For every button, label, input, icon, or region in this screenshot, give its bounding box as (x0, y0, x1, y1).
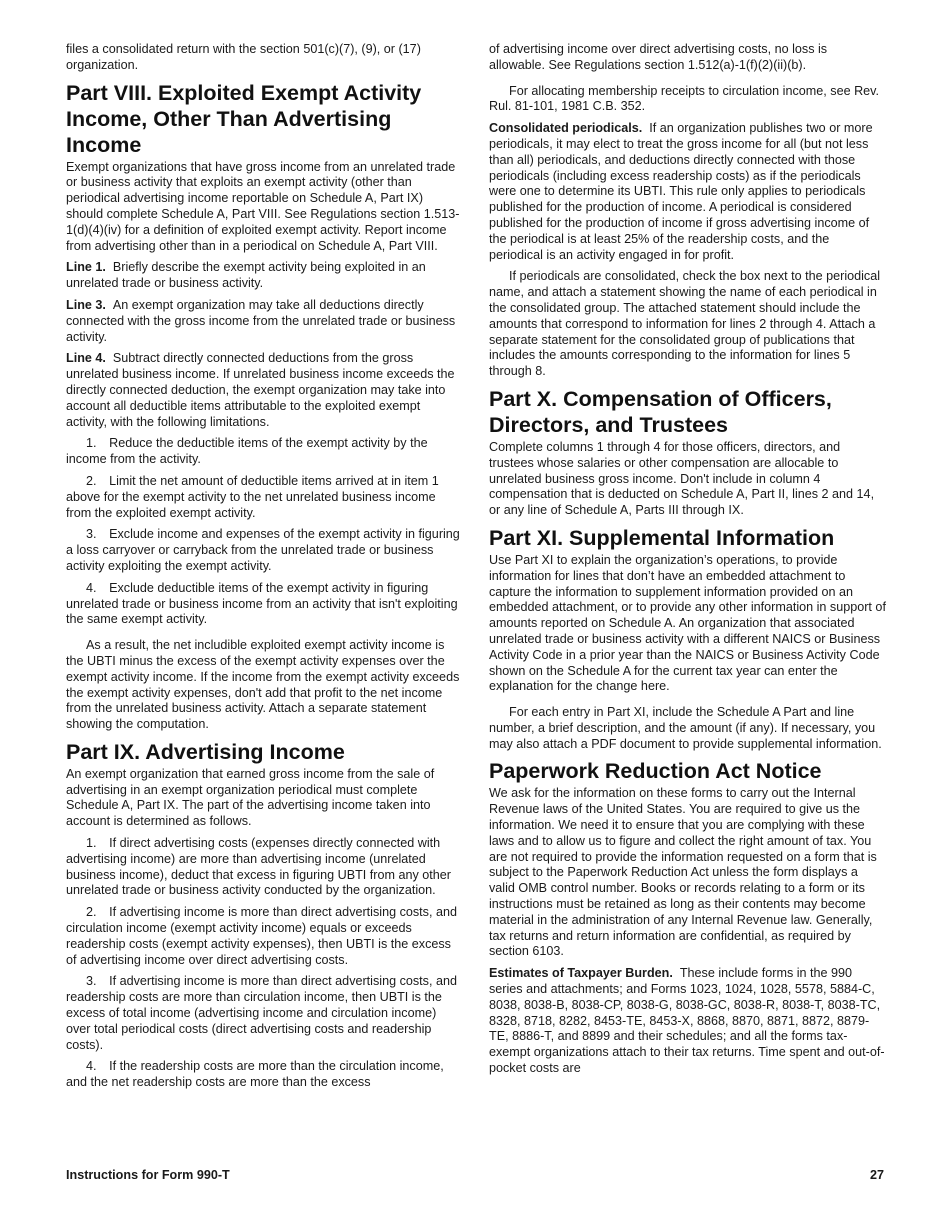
paragraph: If periodicals are consolidated, check the box next to the periodical name, and attach a statement showing the name of each periodical in the consolidated group. The attached statement should include the amounts that correspond to information for lines 2 through 4. Attach a separate statement for the consolidated group of publications that includes the amounts corresponding to the information for lines 5 through 8. (489, 269, 881, 379)
consolidated-periodicals-paragraph (489, 121, 886, 263)
list-item: 3. If advertising income is more than direct advertising costs, and readership costs are more than circulation income, then UBTI is the excess of total income (advertising income and circulation income) over total periodical costs (direct advertising costs and readership costs). (66, 974, 457, 1052)
paragraph: For each entry in Part XI, include the Schedule A Part and line number, a brief description, and the amount (if any). If necessary, you may also attach a PDF document to provide supplemental information. (489, 705, 882, 751)
run-in-heading: Consolidated periodicals. (489, 121, 643, 136)
paragraph-text: These include forms in the 990 series and attachments; and Forms 1023, 1024, 1028, 5578, 5884-C, 8038, 8038-B, 8038-CP, 8038-G, 8038-GC, 8038-R, 8038-T, 8038-TC, 8328, 8718, 8282, 8453-TE, 8453-X, 8868, 8870, 8871, 8872, 8879-TE, 8886-T, and 8899 and their schedules; and all the forms tax-exempt organizations attach to their tax returns. Time spent and out-of-pocket costs are (489, 966, 885, 1076)
run-in-heading: Estimates of Taxpayer Burden. (489, 966, 673, 981)
list-item: 3. Exclude income and expenses of the exempt activity in figuring a loss carryover or carryback from the unrelated trade or business activity exploiting the exempt activity. (66, 527, 460, 573)
heading-paperwork-reduction: Paperwork Reduction Act Notice (489, 759, 822, 784)
left-column (66, 42, 463, 1097)
run-in-heading: Line 1. (66, 260, 106, 275)
list-item: 4. Exclude deductible items of the exempt activity in figuring unrelated trade or business income from an activity that isn't exploiting the same exempt activity. (66, 580, 458, 627)
paragraph: As a result, the net includible exploited exempt activity income is the UBTI minus the excess of the exempt activity expenses over the exempt activity income. If the income from the exempt activity exceeds the exempt activity expenses, don't add that profit to the net income from the unrelated business activity. Attach a separate statement showing the computation. (66, 638, 460, 732)
paragraph-text: Subtract directly connected deductions from the gross unrelated business income. If unrelated business income exceeds the directly connected deduction, the exempt organization may take into account all deductible items attributable to the exploited exempt activity, with the following limitations. (66, 351, 455, 429)
paragraph-text: An exempt organization may take all deductions directly connected with the gross income from the unrelated trade or business activity. (66, 297, 456, 344)
footer-form-title: Instructions for Form 990-T (66, 1168, 230, 1182)
list-item: 2. If advertising income is more than direct advertising costs, and circulation income (exempt activity income) equals or exceeds readership costs (exempt activity expenses), then UBTI is the excess of advertising income over direct advertising costs. (66, 905, 457, 967)
list-item: 1. If direct advertising costs (expenses directly connected with advertising income) are more than advertising income (unrelated business income), deduct that excess in figuring UBTI from any other unrelated trade or business activity conducted by the organization. (66, 836, 451, 898)
estimates-paragraph (489, 966, 886, 1077)
run-in-heading: Line 4. (66, 351, 106, 366)
heading-part-viii: Part VIII. Exploited Exempt Activity Income, Other Than Advertising Income (66, 80, 422, 157)
paragraph-text: Briefly describe the exempt activity being exploited in an unrelated trade or business activity. (66, 260, 426, 291)
paragraph: Exempt organizations that have gross income from an unrelated trade or business activity that exploits an exempt activity (other than periodical advertising income reportable on Schedule A, Part IX) should complete Schedule A, Part VIII. See Regulations section 1.513-1(d)(4)(iv) for a definition of exploited exempt activity. Report income from advertising other than in a periodical on Schedule A, Part VIII. (66, 159, 460, 253)
paragraph: files a consolidated return with the section 501(c)(7), (9), or (17) organization. (66, 42, 421, 72)
paragraph: of advertising income over direct advertising costs, no loss is allowable. See Regulations section 1.512(a)-1(f)(2)(ii)(b). (489, 42, 828, 72)
paragraph-text: If an organization publishes two or more periodicals, it may elect to treat the gross income for all (but not less than all) periodicals, and deductions directly connected with those periodicals (including excess readership costs) as if the periodicals were one to determine its UBTI. This rule only applies to periodicals published for the production of income. A periodical is considered published for the production of income if gross advertising income of the periodical is at least 25% of the readership costs, and the periodical is an activity engaged in for profit. (489, 121, 873, 262)
paragraph: Use Part XI to explain the organization’s operations, to provide information for lines that don’t have an embedded attachment to capture the information to supplement information provided on an embedded attachment, or to provide any other information in support of amounts reported on Schedule A. An organization that associated unrelated trade or business activity with a different NAICS or Business Activity Code in a prior year than the NAICS or Business Activity Code shown on the Schedule A for the current tax year can enter the explanation for the change here. (489, 552, 886, 694)
paragraph: For allocating membership receipts to circulation income, see Rev. Rul. 81-101, 1981 C.B. 352. (489, 83, 880, 114)
line-3-paragraph (66, 298, 463, 345)
heading-part-ix: Part IX. Advertising Income (66, 739, 345, 764)
paragraph: An exempt organization that earned gross income from the sale of advertising in an exempt organization periodical must complete Schedule A, Part IX. The part of the advertising income taken into account is determined as follows. (66, 766, 435, 829)
line-4-paragraph (66, 351, 463, 430)
run-in-heading: Line 3. (66, 297, 106, 312)
list-item: 2. Limit the net amount of deductible items arrived at in item 1 above for the exempt activity to the net unrelated business income from the exploited exempt activity. (66, 473, 439, 520)
list-item: 4. If the readership costs are more than the circulation income, and the net readership costs are more than the excess (66, 1059, 444, 1090)
heading-part-xi: Part XI. Supplemental Information (489, 525, 835, 550)
line-1-paragraph (66, 260, 463, 292)
right-column (489, 42, 886, 1083)
footer-page-number: 27 (869, 1168, 884, 1182)
list-item: 1. Reduce the deductible items of the exempt activity by the income from the activity. (66, 436, 428, 467)
heading-part-x: Part X. Compensation of Officers, Directors, and Trustees (489, 386, 832, 437)
paragraph: We ask for the information on these forms to carry out the Internal Revenue laws of the United States. You are required to give us the information. We need it to ensure that you are complying with these laws and to allow us to figure and collect the right amount of tax. You are not required to provide the information requested on a form that is subject to the Paperwork Reduction Act unless the form displays a valid OMB control number. Books or records relating to a form or its instructions must be retained as long as their contents may become material in the administration of any Internal Revenue law. Generally, tax returns and return information are confidential, as required by section 6103. (489, 786, 877, 959)
paragraph: Complete columns 1 through 4 for those officers, directors, and trustees whose salaries or other compensation are allocable to unrelated business gross income. Don't include in column 4 compensation that is deducted on Schedule A, Part II, lines 2 and 14, or any line of Schedule A, Parts III through IX. (489, 439, 875, 518)
